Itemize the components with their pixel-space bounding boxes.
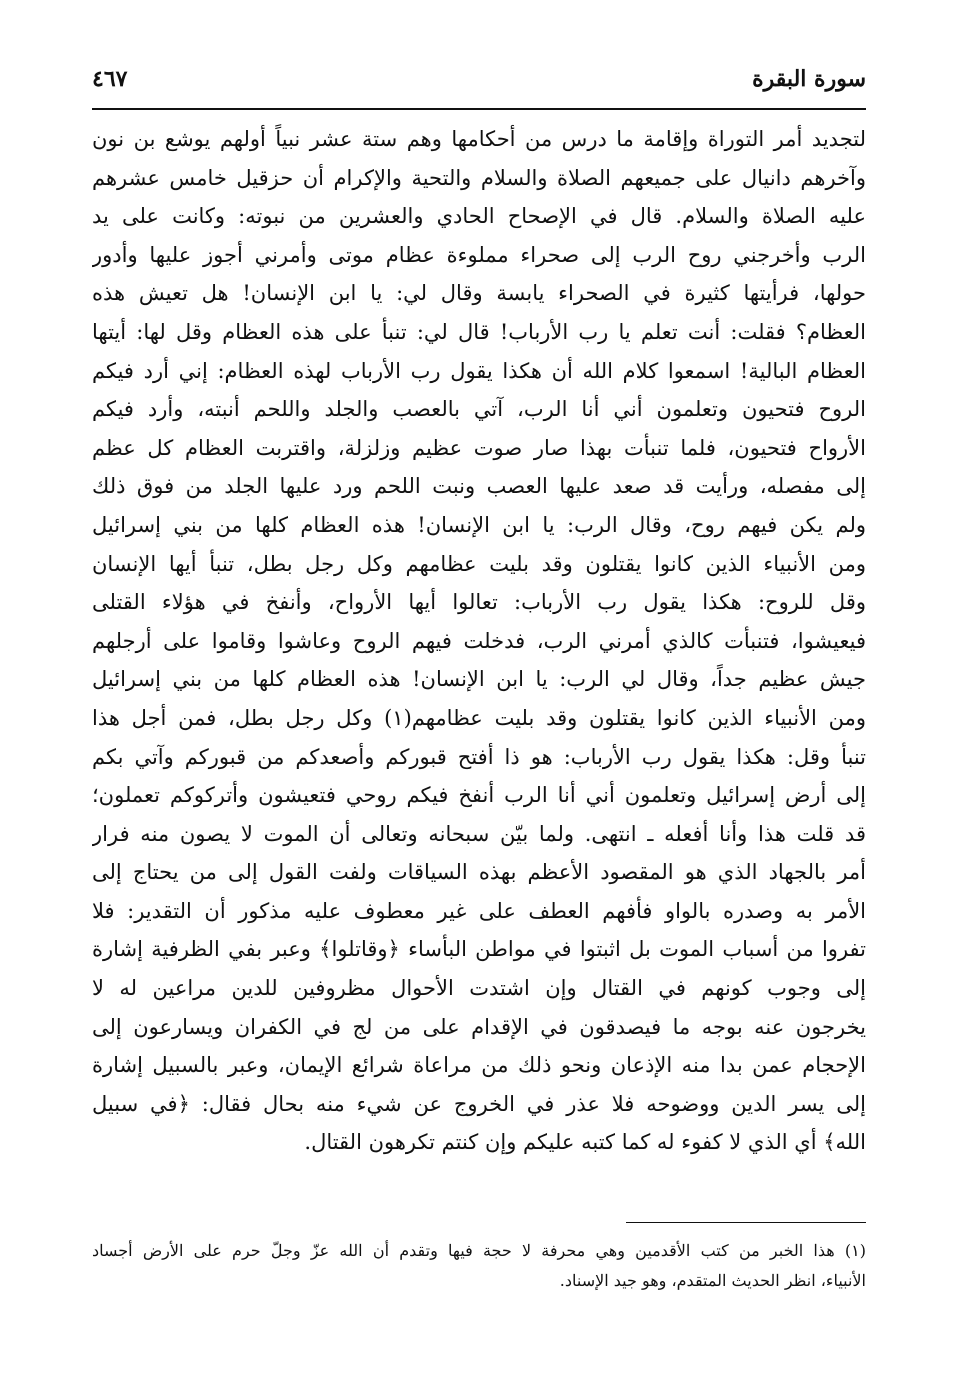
body-line: أمر بالجهاد الذي هو المقصود الأعظم بهذه السياقات ولفت القول إلى من يحتاج إلى bbox=[92, 860, 866, 885]
body-line: فيعيشوا، فتنبأت كالذي أمرني الرب، فدخلت فيهم الروح وعاشوا وقاموا على أرجلهم bbox=[92, 628, 866, 653]
body-line: الأرواح فتحيون، فلما تنبأت بهذا صار صوت عظيم وزلزلة، واقتربت العظام كل عظم bbox=[92, 435, 866, 460]
body-line: الرب وأخرجني روح الرب إلى صحراء مملوءة عظام موتى وأمرني أجوز عليها وأدور bbox=[92, 242, 866, 267]
body-line: العظام؟ فقلت: أنت تعلم يا رب الأرباب! قال لي: تنبأ على هذه العظام وقل لها: أيتها bbox=[92, 319, 866, 344]
body-line: حولها، فرأيتها كثيرة في الصحراء يابسة وقال لي: يا ابن الإنسان! هل تعيش هذه bbox=[92, 281, 866, 306]
body-line: الأمر به وصدره بالواو فأفهم العطف على غير معطوف عليه مذكور أن التقدير: فلا bbox=[92, 898, 866, 923]
footnotes bbox=[92, 1236, 866, 1296]
body-line: الروح فتحيون وتعلمون أني أنا الرب، آتي بالعصب والجلد واللحم أنبته، وأرد فيكم bbox=[92, 397, 866, 422]
body-line: الإحجام عمن بدا منه الإذعان ونحو ذلك من مراعاة شرائع الإيمان، وعبر بالسبيل إشارة bbox=[92, 1053, 866, 1078]
page-header bbox=[92, 66, 866, 106]
body-line: إلى وجوب كونهم في القتال وإن اشتدت الأحوال مظروفين للدين مراعين له لا bbox=[92, 976, 866, 1001]
body-line: إلى أرض إسرائيل وتعلمون أني أنا الرب أنفخ فيكم روحي فتعيشون وأتركوكم تعملون؛ bbox=[92, 783, 866, 808]
body-line: وآخرهم دانيال على جميعهم الصلاة والسلام والتحية والإكرام أن حزقيل خامس عشرهم bbox=[92, 165, 866, 190]
body-line: ولم يكن فيهم روح، وقال الرب: يا ابن الإنسان! هذه العظام كلها من بني إسرائيل bbox=[92, 512, 866, 537]
body-line: جيش عظيم جداً، وقال لي الرب: يا ابن الإنسان! هذه العظام كلها من بني إسرائيل bbox=[92, 667, 866, 692]
body-line: ومن الأنبياء الذين كانوا يقتلون وقد بليت عظامهم وكل رجل بطل، تنبأ أيها الإنسان bbox=[92, 551, 866, 576]
body-line: إلى مفصله، ورأيت قد صعد عليها العصب ونبت اللحم ورد عليها الجلد من فوق ذلك bbox=[92, 474, 866, 499]
page-number: ٤٦٧ bbox=[92, 66, 128, 92]
body-line: قد قلت هذا وأنا أفعله ـ انتهى. ولما بيّن سبحانه وتعالى أن الموت لا يصون منه فرار bbox=[92, 821, 866, 846]
footnote-divider bbox=[626, 1222, 866, 1223]
body-line: ومن الأنبياء الذين كانوا يقتلون وقد بليت عظامهم(١) وكل رجل بطل، فمن أجل هذا bbox=[92, 705, 866, 730]
body-line: تفروا من أسباب الموت بل اثبتوا في مواطن البأساء ﴿وقاتلوا﴾ وعبر بفي الظرفية إشارة bbox=[92, 937, 866, 962]
body-line: العظام البالية! اسمعوا كلام الله أن هكذا يقول رب الأرباب لهذه العظام: إني أرد فيكم bbox=[92, 358, 866, 383]
body-line: الله﴾ أي الذي لا كفوء له كما كتبه عليكم وإن كنتم تكرهون القتال. bbox=[304, 1130, 866, 1155]
body-line: إلى يسر الدين ووضوحه فلا عذر في الخروج عن شيء منه بحال فقال: ﴿في سبيل bbox=[92, 1091, 866, 1116]
body-text bbox=[92, 120, 866, 1162]
footnote-line: (١) هذا الخبر من كتب الأقدمين وهي محرفة لا حجة فيها وتقدم أن الله عزّ وجلّ حرم على الأرض أجساد bbox=[92, 1241, 866, 1260]
body-line: يخرجون عنه بوجه ما فيصدقون في الإقدام على من لج في الكفران ويسارعون إلى bbox=[92, 1014, 866, 1039]
body-line: تنبأ وقل: هكذا يقول رب الأرباب: هو ذا أفتح قبوركم وأصعدكم من قبوركم وآتي بكم bbox=[92, 744, 866, 769]
header-divider bbox=[92, 108, 866, 110]
body-line: عليه الصلاة والسلام. قال في الإصحاح الحادي والعشرين من نبوته: وكانت على يد bbox=[92, 204, 866, 229]
body-line: وقل للروح: هكذا يقول رب الأرباب: تعالوا أيها الأرواح، وأنفخ في هؤلاء القتلى bbox=[92, 590, 866, 615]
surah-title: سورة البقرة bbox=[752, 66, 866, 92]
body-line: لتجديد أمر التوراة وإقامة ما درس من أحكامها وهم ستة عشر نبياً أولهم يوشع بن نون bbox=[92, 127, 866, 151]
footnote-line: الأنبياء، انظر الحديث المتقدم، وهو جيد الإسناد. bbox=[559, 1271, 866, 1290]
